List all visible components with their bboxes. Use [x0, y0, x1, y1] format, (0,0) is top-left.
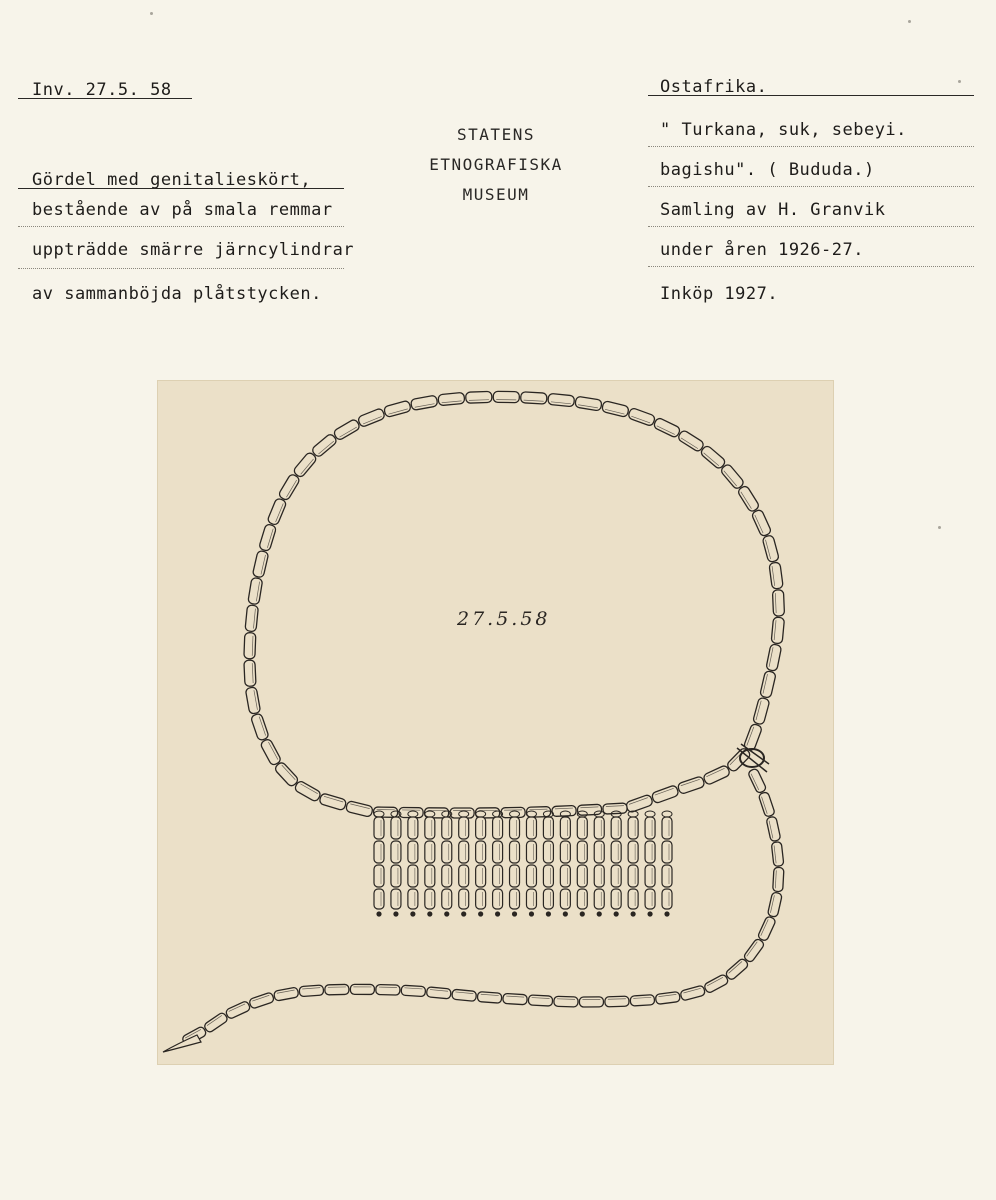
- tail-bead: [452, 989, 477, 1001]
- skirt-bead: [526, 889, 536, 909]
- description-line-3: av sammanböjda plåtstycken.: [32, 284, 322, 304]
- belt-bead: [577, 804, 601, 815]
- belt-bead: [769, 562, 783, 589]
- speck: [958, 80, 961, 83]
- skirt-bead: [442, 817, 452, 839]
- dotted-rule-1: [18, 226, 344, 227]
- skirt-bead: [510, 889, 520, 909]
- skirt-bead: [594, 865, 604, 887]
- tail-bead: [767, 892, 782, 918]
- belt-bead: [374, 807, 398, 817]
- belt-bead: [575, 396, 602, 411]
- belt-bead: [252, 550, 269, 578]
- skirt-bead: [425, 817, 435, 839]
- skirt-bead: [425, 865, 435, 887]
- skirt-bead: [526, 841, 536, 863]
- belt-bead: [720, 463, 745, 490]
- belt-bead: [345, 801, 373, 818]
- belt-bead: [438, 392, 465, 405]
- skirt-bead: [662, 841, 672, 863]
- tail-bead: [758, 791, 775, 817]
- skirt-bead: [645, 889, 655, 909]
- tail-bead: [579, 997, 603, 1007]
- skirt-bead: [493, 841, 503, 863]
- belt-bead: [603, 803, 627, 814]
- skirt-strand-end: [647, 911, 652, 916]
- skirt-bead: [510, 841, 520, 863]
- provenance-line-5: under åren 1926-27.: [660, 240, 864, 260]
- dotted-rule-2: [18, 268, 344, 269]
- skirt-bead: [645, 865, 655, 887]
- skirt-strand-end: [461, 911, 466, 916]
- belt-bead: [274, 761, 300, 788]
- belt-bead: [501, 807, 525, 817]
- belt-bead: [311, 433, 338, 458]
- skirt-bead: [493, 817, 503, 839]
- skirt-bead: [662, 817, 672, 839]
- belt-bead: [771, 617, 784, 644]
- skirt-bead: [476, 889, 486, 909]
- tail-bead: [325, 984, 349, 995]
- belt-bead: [399, 807, 423, 817]
- skirt-bead: [391, 865, 401, 887]
- belt-bead: [760, 670, 777, 698]
- skirt-strand-end: [495, 911, 500, 916]
- skirt-bead: [577, 841, 587, 863]
- belt-bead: [493, 391, 519, 402]
- tail-bead: [725, 958, 750, 981]
- skirt-bead: [459, 865, 469, 887]
- skirt-bead: [628, 817, 638, 839]
- skirt-bead: [560, 841, 570, 863]
- belt-bead: [357, 408, 385, 428]
- skirt-bead: [459, 841, 469, 863]
- belt-bead: [526, 807, 550, 818]
- drawing-paper: [157, 380, 834, 1065]
- tail-bead: [401, 985, 426, 996]
- skirt-bead: [425, 889, 435, 909]
- skirt-strand-end: [512, 911, 517, 916]
- tail-bead: [249, 992, 275, 1009]
- skirt-strand-end: [631, 911, 636, 916]
- speck: [150, 12, 153, 15]
- skirt-bead: [628, 865, 638, 887]
- skirt-strand-end: [529, 911, 534, 916]
- skirt-bead: [408, 817, 418, 839]
- title-rule: [18, 188, 344, 189]
- skirt-bead: [476, 841, 486, 863]
- belt-bead: [653, 417, 681, 438]
- skirt-bead: [645, 841, 655, 863]
- skirt-bead: [510, 865, 520, 887]
- skirt-bead: [611, 889, 621, 909]
- skirt-bead: [543, 841, 553, 863]
- belt-bead: [628, 407, 656, 426]
- skirt-bead: [510, 817, 520, 839]
- skirt-strand-end: [546, 911, 551, 916]
- skirt-strand-end: [614, 911, 619, 916]
- skirt-bead: [628, 841, 638, 863]
- skirt-bead: [662, 865, 672, 887]
- tail-bead: [766, 816, 781, 842]
- belt-bead: [245, 605, 258, 632]
- belt-bead: [244, 660, 256, 686]
- skirt-strand-end: [410, 911, 415, 916]
- region-label: Ostafrika.: [660, 77, 768, 97]
- skirt-bead: [374, 865, 384, 887]
- skirt-strand-end: [597, 911, 602, 916]
- skirt-bead: [543, 889, 553, 909]
- skirt-bead: [476, 817, 486, 839]
- inventory-number: Inv. 27.5. 58: [32, 80, 172, 100]
- skirt-bead: [645, 817, 655, 839]
- belt-bead: [601, 401, 629, 418]
- skirt-bead: [560, 865, 570, 887]
- skirt-bead: [408, 841, 418, 863]
- belt-bead: [260, 738, 282, 766]
- skirt-bead: [526, 865, 536, 887]
- skirt-bead: [560, 889, 570, 909]
- belt-bead: [248, 577, 263, 604]
- tail-bead: [477, 992, 502, 1004]
- belt-bead: [751, 509, 772, 537]
- skirt-bead: [611, 817, 621, 839]
- museum-line-2: ETNOGRAFISKA: [429, 155, 563, 174]
- museum-line-1: STATENS: [457, 125, 535, 144]
- skirt-strand-end: [393, 911, 398, 916]
- skirt-strand-end: [427, 911, 432, 916]
- skirt-bead: [442, 889, 452, 909]
- skirt-bead: [442, 841, 452, 863]
- belt-bead: [292, 451, 317, 478]
- belt-bead: [726, 747, 752, 773]
- skirt-strand-end: [376, 911, 381, 916]
- skirt-bead: [391, 841, 401, 863]
- skirt-bead: [560, 817, 570, 839]
- skirt-bead: [577, 865, 587, 887]
- skirt-bead: [391, 817, 401, 839]
- skirt-bead: [611, 841, 621, 863]
- skirt-bead: [408, 889, 418, 909]
- tail-bead: [773, 867, 784, 891]
- skirt-bead: [493, 889, 503, 909]
- skirt-bead: [374, 889, 384, 909]
- speck: [938, 526, 941, 529]
- museum-line-3: MUSEUM: [462, 185, 530, 204]
- skirt-bead: [493, 865, 503, 887]
- skirt-strand-end: [580, 911, 585, 916]
- skirt-bead: [594, 817, 604, 839]
- skirt-bead: [611, 865, 621, 887]
- tail-bead: [757, 916, 776, 942]
- belt-bead: [548, 393, 575, 407]
- skirt-strand-end: [478, 911, 483, 916]
- belt-bead: [250, 713, 269, 741]
- belt-bead: [677, 429, 705, 452]
- speck: [908, 20, 911, 23]
- description-line-2: uppträdde smärre järncylindrar: [32, 240, 355, 260]
- skirt-strand-end: [444, 911, 449, 916]
- skirt-bead: [459, 889, 469, 909]
- skirt-bead: [594, 889, 604, 909]
- belt-bead: [244, 633, 256, 659]
- skirt-attach-ring: [645, 811, 655, 817]
- tail-bead: [771, 842, 784, 867]
- tail-bead: [605, 996, 629, 1007]
- object-title: Gördel med genitalieskört,: [32, 170, 312, 190]
- skirt-bead: [459, 817, 469, 839]
- belt-bead: [700, 445, 727, 470]
- skirt-bead: [391, 889, 401, 909]
- skirt-bead: [374, 841, 384, 863]
- tail-bead: [203, 1012, 228, 1034]
- tail-bead: [703, 974, 729, 994]
- skirt-bead: [543, 817, 553, 839]
- belt-bead: [625, 794, 653, 813]
- skirt-bead: [408, 865, 418, 887]
- skirt-bead: [577, 889, 587, 909]
- belt-bead: [766, 644, 782, 672]
- dotted-rule-r4: [648, 266, 974, 267]
- belt-bead: [703, 765, 731, 786]
- belt-bead: [772, 590, 784, 616]
- belt-bead: [677, 776, 705, 795]
- tail-bead: [350, 984, 374, 994]
- tail-bead: [376, 985, 400, 996]
- dotted-rule-r3: [648, 226, 974, 227]
- tail-bead: [655, 992, 680, 1005]
- tail-bead: [743, 938, 765, 963]
- skirt-attach-ring: [662, 811, 672, 817]
- region-rule: [648, 95, 974, 96]
- belt-bead: [466, 391, 492, 403]
- inventory-rule: [18, 98, 192, 99]
- tail-bead: [299, 985, 324, 997]
- skirt-bead: [526, 817, 536, 839]
- skirt-bead: [374, 817, 384, 839]
- tail-bead: [528, 995, 552, 1006]
- dotted-rule-r2: [648, 186, 974, 187]
- tail-bead: [225, 1000, 251, 1019]
- skirt-bead: [594, 841, 604, 863]
- description-line-1: bestående av på smala remmar: [32, 200, 333, 220]
- provenance-line-4: Samling av H. Granvik: [660, 200, 886, 220]
- dotted-rule-r1: [648, 146, 974, 147]
- skirt-strand-end: [563, 911, 568, 916]
- handwritten-inventory-number: 27.5.58: [457, 608, 551, 630]
- belt-bead: [245, 687, 260, 715]
- tail-tip: [163, 1035, 201, 1052]
- belt-bead: [333, 418, 361, 441]
- tail-bead: [554, 996, 578, 1007]
- provenance-line-2: " Turkana, suk, sebeyi.: [660, 120, 907, 140]
- belt-bead: [294, 780, 322, 802]
- belt-bead: [651, 785, 679, 804]
- tail-bead: [747, 768, 766, 794]
- belt-bead: [267, 498, 287, 526]
- belt-bead: [410, 395, 438, 410]
- skirt-bead: [476, 865, 486, 887]
- belt-drawing: [157, 380, 834, 1065]
- tail-bead: [273, 987, 298, 1001]
- skirt-bead: [543, 865, 553, 887]
- skirt-bead: [442, 865, 452, 887]
- skirt-bead: [425, 841, 435, 863]
- tail-bead: [503, 993, 528, 1004]
- museum-heading: [396, 120, 596, 210]
- tail-bead: [630, 995, 655, 1006]
- tail-bead: [426, 987, 451, 999]
- belt-bead: [520, 392, 547, 404]
- skirt-bead: [628, 889, 638, 909]
- belt-bead: [737, 485, 760, 513]
- skirt-bead: [577, 817, 587, 839]
- belt-bead: [278, 473, 301, 501]
- provenance-line-6: Inköp 1927.: [660, 284, 779, 304]
- provenance-line-3: bagishu". ( Bududa.): [660, 160, 875, 180]
- skirt-bead: [662, 889, 672, 909]
- skirt-strand-end: [664, 911, 669, 916]
